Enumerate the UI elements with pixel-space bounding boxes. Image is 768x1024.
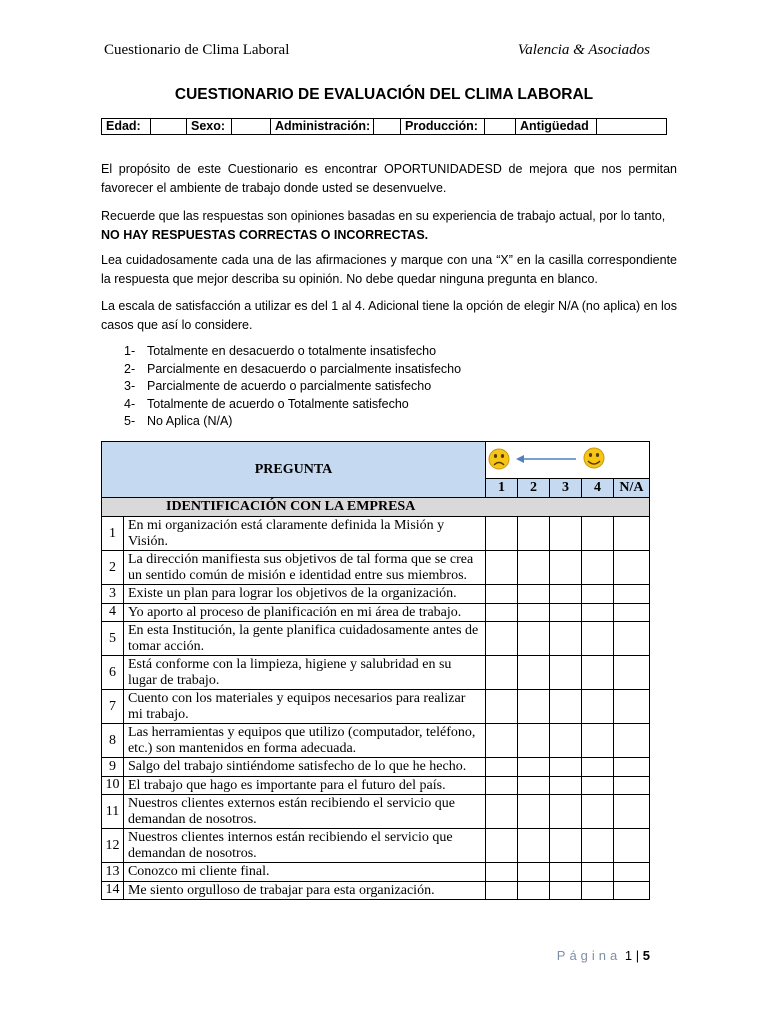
answer-cell-2[interactable] [517, 724, 549, 758]
answer-cell-3[interactable] [549, 795, 581, 829]
scale-item-label: Totalmente en desacuerdo o totalmente insatisfecho [147, 344, 437, 358]
answer-cell-na[interactable] [613, 795, 649, 829]
answer-cell-4[interactable] [581, 603, 613, 622]
answer-cell-na[interactable] [613, 724, 649, 758]
answer-cell-3[interactable] [549, 585, 581, 604]
table-row [102, 776, 650, 795]
question-number: 2 [102, 551, 124, 585]
scale-item [124, 396, 461, 414]
answer-cell-na[interactable] [613, 551, 649, 585]
scale-item-label: Parcialmente de acuerdo o parcialmente satisfecho [147, 379, 432, 394]
question-text: En esta Institución, la gente planifica cuidadosamente antes de tomar acción. [123, 622, 485, 656]
instructions-paragraph: Lea cuidadosamente cada una de las afirmaciones y marque con una “X” en la casilla correspondiente la respuesta que mejor describa su opinión. No debe quedar ninguna pregunta en blanco. [101, 253, 677, 286]
column-header-2: 2 [517, 479, 549, 498]
question-number: 12 [102, 829, 124, 863]
question-number: 6 [102, 656, 124, 690]
label-antiguedad: Antigüedad [516, 119, 597, 135]
answer-cell-1[interactable] [486, 776, 518, 795]
answer-cell-4[interactable] [581, 690, 613, 724]
question-number: 9 [102, 758, 124, 777]
answer-cell-1[interactable] [486, 603, 518, 622]
satisfaction-icons [486, 442, 650, 479]
page-footer [557, 948, 650, 963]
answer-cell-2[interactable] [517, 690, 549, 724]
field-sexo[interactable] [232, 119, 271, 135]
scale-item-label: Parcialmente en desacuerdo o parcialmente insatisfecho [147, 361, 462, 376]
question-text: En mi organización está claramente definida la Misión y Visión. [123, 517, 485, 551]
answer-cell-2[interactable] [517, 863, 549, 882]
scale-item [124, 361, 461, 379]
scale-item [124, 343, 461, 361]
answer-cell-2[interactable] [517, 656, 549, 690]
reminder-paragraph [101, 207, 677, 245]
answer-cell-na[interactable] [613, 758, 649, 777]
answer-cell-4[interactable] [581, 829, 613, 863]
answer-cell-1[interactable] [486, 690, 518, 724]
answer-cell-na[interactable] [613, 690, 649, 724]
purpose-paragraph: El propósito de este Cuestionario es encontrar OPORTUNIDADESD de mejora que nos permitan favorecer el ambiente de trabajo donde usted se desenvuelve. [101, 162, 677, 195]
table-row [102, 829, 650, 863]
question-number: 14 [102, 881, 124, 900]
question-text: Cuento con los materiales y equipos necesarios para realizar mi trabajo. [123, 690, 485, 724]
satisfaction-scale-graphic [486, 442, 646, 478]
table-row [102, 795, 650, 829]
questionnaire-table [101, 441, 650, 900]
scale-item-number: 4- [124, 396, 136, 411]
scale-item-number: 3- [124, 379, 136, 394]
arrow-left-icon [516, 455, 576, 463]
table-row [102, 603, 650, 622]
answer-cell-4[interactable] [581, 551, 613, 585]
answer-cell-2[interactable] [517, 622, 549, 656]
answer-cell-4[interactable] [581, 758, 613, 777]
answer-cell-na[interactable] [613, 656, 649, 690]
answer-cell-3[interactable] [549, 551, 581, 585]
scale-paragraph: La escala de satisfacción a utilizar es del 1 al 4. Adicional tiene la opción de elegir N/A (no aplica) en los casos que así lo considere. [101, 299, 677, 332]
answer-cell-na[interactable] [613, 517, 649, 551]
column-header-4: 4 [581, 479, 613, 498]
answer-cell-2[interactable] [517, 829, 549, 863]
answer-cell-2[interactable] [517, 795, 549, 829]
answer-cell-4[interactable] [581, 585, 613, 604]
scale-item-number: 2- [124, 361, 136, 376]
answer-cell-3[interactable] [549, 622, 581, 656]
answer-cell-3[interactable] [549, 690, 581, 724]
answer-cell-na[interactable] [613, 863, 649, 882]
answer-cell-3[interactable] [549, 829, 581, 863]
column-header-1: 1 [486, 479, 518, 498]
label-edad: Edad: [102, 119, 151, 135]
answer-cell-4[interactable] [581, 656, 613, 690]
question-number: 3 [102, 585, 124, 604]
answer-cell-3[interactable] [549, 603, 581, 622]
label-administracion: Administración: [271, 119, 374, 135]
question-number: 8 [102, 724, 124, 758]
footer-total-pages: 5 [642, 948, 650, 963]
question-text: Conozco mi cliente final. [123, 863, 485, 882]
answer-cell-2[interactable] [517, 881, 549, 900]
field-administracion[interactable] [374, 119, 401, 135]
question-text: Nuestros clientes externos están recibiendo el servicio que demandan de nosotros. [123, 795, 485, 829]
label-produccion: Producción: [401, 119, 485, 135]
answer-cell-na[interactable] [613, 622, 649, 656]
answer-cell-1[interactable] [486, 758, 518, 777]
question-text: La dirección manifiesta sus objetivos de tal forma que se crea un sentido común de misión e identidad entre sus miembros. [123, 551, 485, 585]
field-edad[interactable] [151, 119, 187, 135]
answer-cell-4[interactable] [581, 881, 613, 900]
question-text: Yo aporto al proceso de planificación en mi área de trabajo. [123, 603, 485, 622]
question-text: Salgo del trabajo sintiéndome satisfecho de lo que he hecho. [123, 758, 485, 777]
answer-cell-1[interactable] [486, 585, 518, 604]
question-text: Está conforme con la limpieza, higiene y salubridad en su lugar de trabajo. [123, 656, 485, 690]
answer-cell-3[interactable] [549, 724, 581, 758]
footer-page-number: 1 [624, 948, 633, 963]
answer-cell-na[interactable] [613, 829, 649, 863]
field-produccion[interactable] [485, 119, 516, 135]
answer-cell-4[interactable] [581, 622, 613, 656]
footer-page-label: Página [556, 948, 622, 963]
answer-cell-1[interactable] [486, 622, 518, 656]
table-row [102, 585, 650, 604]
table-row [102, 551, 650, 585]
table-row [102, 881, 650, 900]
answer-cell-1[interactable] [486, 517, 518, 551]
header-company-name: Valencia & Asociados [517, 42, 650, 58]
table-row [102, 690, 650, 724]
answer-cell-1[interactable] [486, 881, 518, 900]
table-row [102, 863, 650, 882]
answer-cell-4[interactable] [581, 517, 613, 551]
answer-cell-4[interactable] [581, 776, 613, 795]
table-row [102, 724, 650, 758]
answer-cell-na[interactable] [613, 776, 649, 795]
question-text: Me siento orgulloso de trabajar para esta organización. [123, 881, 485, 900]
answer-cell-2[interactable] [517, 776, 549, 795]
table-row [102, 517, 650, 551]
answer-cell-3[interactable] [549, 863, 581, 882]
page-title: CUESTIONARIO DE EVALUACIÓN DEL CLIMA LABORAL [174, 86, 594, 103]
answer-cell-4[interactable] [581, 863, 613, 882]
question-rows [102, 517, 650, 900]
answer-cell-2[interactable] [517, 603, 549, 622]
reminder-text: Recuerde que las respuestas son opiniones basadas en su experiencia de trabajo actual, por lo tanto, [101, 209, 666, 223]
question-column-header: PREGUNTA [102, 442, 486, 498]
scale-item-number: 1- [124, 344, 136, 358]
answer-cell-2[interactable] [517, 517, 549, 551]
scale-item [124, 413, 461, 431]
answer-cell-4[interactable] [581, 724, 613, 758]
answer-cell-na[interactable] [613, 881, 649, 900]
question-text: Existe un plan para lograr los objetivos de la organización. [123, 585, 485, 604]
demographics-table [101, 118, 667, 135]
answer-cell-2[interactable] [517, 551, 549, 585]
answer-cell-4[interactable] [581, 795, 613, 829]
label-sexo: Sexo: [187, 119, 232, 135]
reminder-bold-text: NO HAY RESPUESTAS CORRECTAS O INCORRECTAS. [101, 228, 429, 242]
answer-cell-3[interactable] [549, 881, 581, 900]
table-row [102, 758, 650, 777]
question-number: 5 [102, 622, 124, 656]
field-antiguedad[interactable] [597, 119, 667, 135]
answer-cell-2[interactable] [517, 758, 549, 777]
answer-cell-3[interactable] [549, 517, 581, 551]
scale-item-number: 5- [124, 414, 136, 429]
answer-cell-1[interactable] [486, 863, 518, 882]
question-number: 7 [102, 690, 124, 724]
question-number: 10 [102, 776, 124, 795]
table-row [102, 622, 650, 656]
scale-item [124, 378, 461, 396]
answer-cell-3[interactable] [549, 656, 581, 690]
answer-cell-1[interactable] [486, 724, 518, 758]
question-text: El trabajo que hago es importante para el futuro del país. [123, 776, 485, 795]
question-number: 1 [102, 517, 124, 551]
answer-cell-1[interactable] [486, 829, 518, 863]
answer-cell-1[interactable] [486, 795, 518, 829]
answer-cell-na[interactable] [613, 585, 649, 604]
column-header-na: N/A [613, 479, 649, 498]
answer-cell-1[interactable] [486, 656, 518, 690]
answer-cell-2[interactable] [517, 585, 549, 604]
header-document-title: Cuestionario de Clima Laboral [104, 42, 290, 58]
question-number: 11 [102, 795, 124, 829]
happy-face-icon [584, 448, 604, 468]
section-header: IDENTIFICACIÓN CON LA EMPRESA [102, 498, 650, 517]
sad-face-icon [489, 449, 509, 469]
question-text: Las herramientas y equipos que utilizo (computador, teléfono, etc.) son mantenidos en forma adecuada. [123, 724, 485, 758]
footer-separator: | [635, 948, 640, 963]
answer-cell-na[interactable] [613, 603, 649, 622]
answer-cell-1[interactable] [486, 551, 518, 585]
answer-cell-3[interactable] [549, 776, 581, 795]
question-number: 13 [102, 863, 124, 882]
question-number: 4 [102, 603, 124, 622]
column-header-3: 3 [549, 479, 581, 498]
scale-item-label: Totalmente de acuerdo o Totalmente satisfecho [147, 396, 409, 411]
question-text: Nuestros clientes internos están recibiendo el servicio que demandan de nosotros. [123, 829, 485, 863]
scale-item-label: No Aplica (N/A) [147, 414, 233, 429]
table-row [102, 656, 650, 690]
scale-list [124, 343, 461, 431]
answer-cell-3[interactable] [549, 758, 581, 777]
